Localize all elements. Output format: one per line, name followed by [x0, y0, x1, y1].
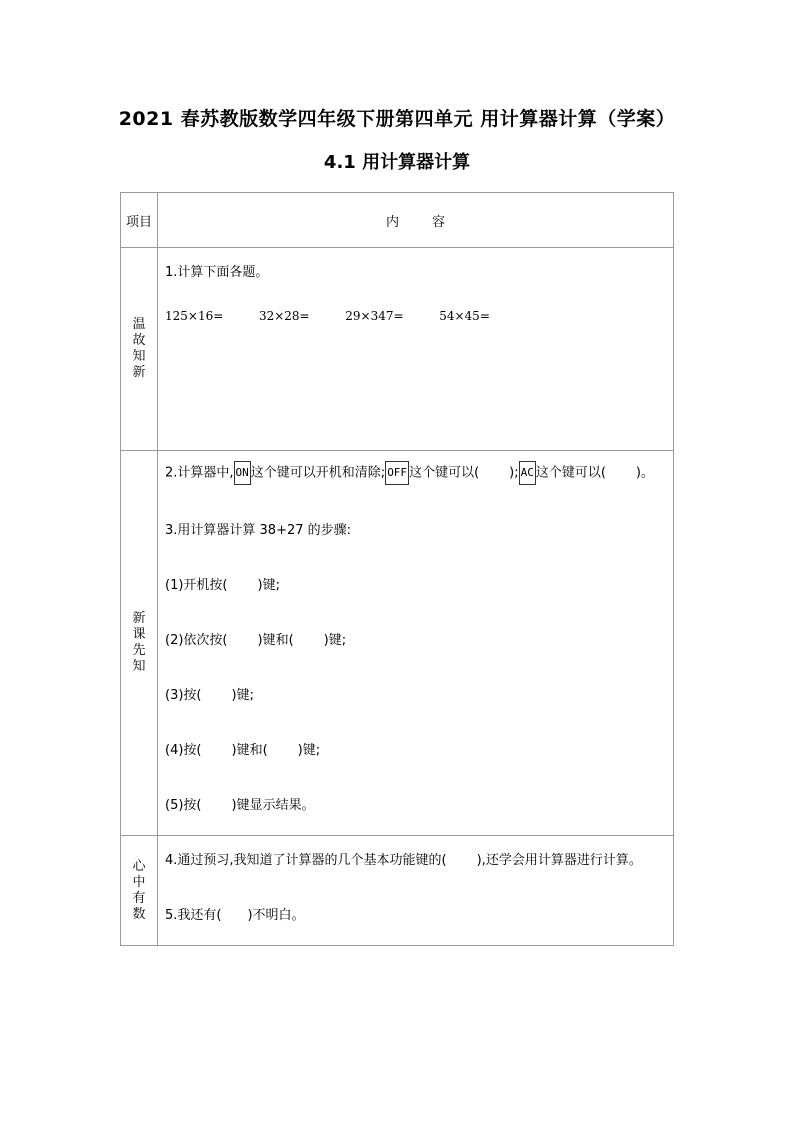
question-3: 3.用计算器计算 38+27 的步骤: — [165, 523, 352, 538]
calc-item: 54×45= — [439, 309, 490, 323]
calc-row — [165, 309, 490, 323]
question-2: 2.计算器中, ON 这个键可以开机和清除; OFF 这个键可以( ); AC 这个键可以( )。 — [165, 461, 654, 485]
calc-item: 29×347= — [345, 309, 404, 323]
on-key: ON — [234, 461, 251, 485]
section-new-content — [158, 451, 674, 836]
header-item — [121, 193, 158, 248]
step-3: (3)按( )键; — [165, 688, 254, 703]
step-4: (4)按( )键和( )键; — [165, 743, 321, 758]
section-summary-label: 心中有数 — [121, 836, 158, 946]
header-content — [158, 193, 674, 248]
section-review-content — [158, 248, 674, 451]
header-item-label: 项目 — [125, 214, 152, 230]
section-review-label: 温故知新 — [121, 248, 158, 451]
ac-key: AC — [519, 461, 536, 485]
step-5: (5)按( )键显示结果。 — [165, 798, 315, 813]
question-1: 1.计算下面各题。 — [165, 265, 269, 280]
section-summary-content — [158, 836, 674, 946]
question-5: 5.我还有( )不明白。 — [165, 908, 305, 923]
table-header-row — [121, 193, 674, 248]
off-key: OFF — [385, 461, 409, 485]
section-new — [121, 451, 674, 836]
header-content-label: 内 容 — [385, 214, 446, 230]
page-title: 2021 春苏教版数学四年级下册第四单元 用计算器计算（学案） — [118, 108, 676, 130]
question-4: 4.通过预习,我知道了计算器的几个基本功能键的( ),还学会用计算器进行计算。 — [165, 853, 642, 868]
step-2: (2)依次按( )键和( )键; — [165, 633, 347, 648]
worksheet-table — [120, 192, 674, 946]
section-review — [121, 248, 674, 451]
calc-item: 125×16= — [165, 309, 224, 323]
section-summary — [121, 836, 674, 946]
step-1: (1)开机按( )键; — [165, 578, 280, 593]
page-subtitle: 4.1 用计算器计算 — [323, 152, 471, 173]
calc-item: 32×28= — [258, 309, 310, 323]
section-new-label: 新课先知 — [121, 451, 158, 836]
